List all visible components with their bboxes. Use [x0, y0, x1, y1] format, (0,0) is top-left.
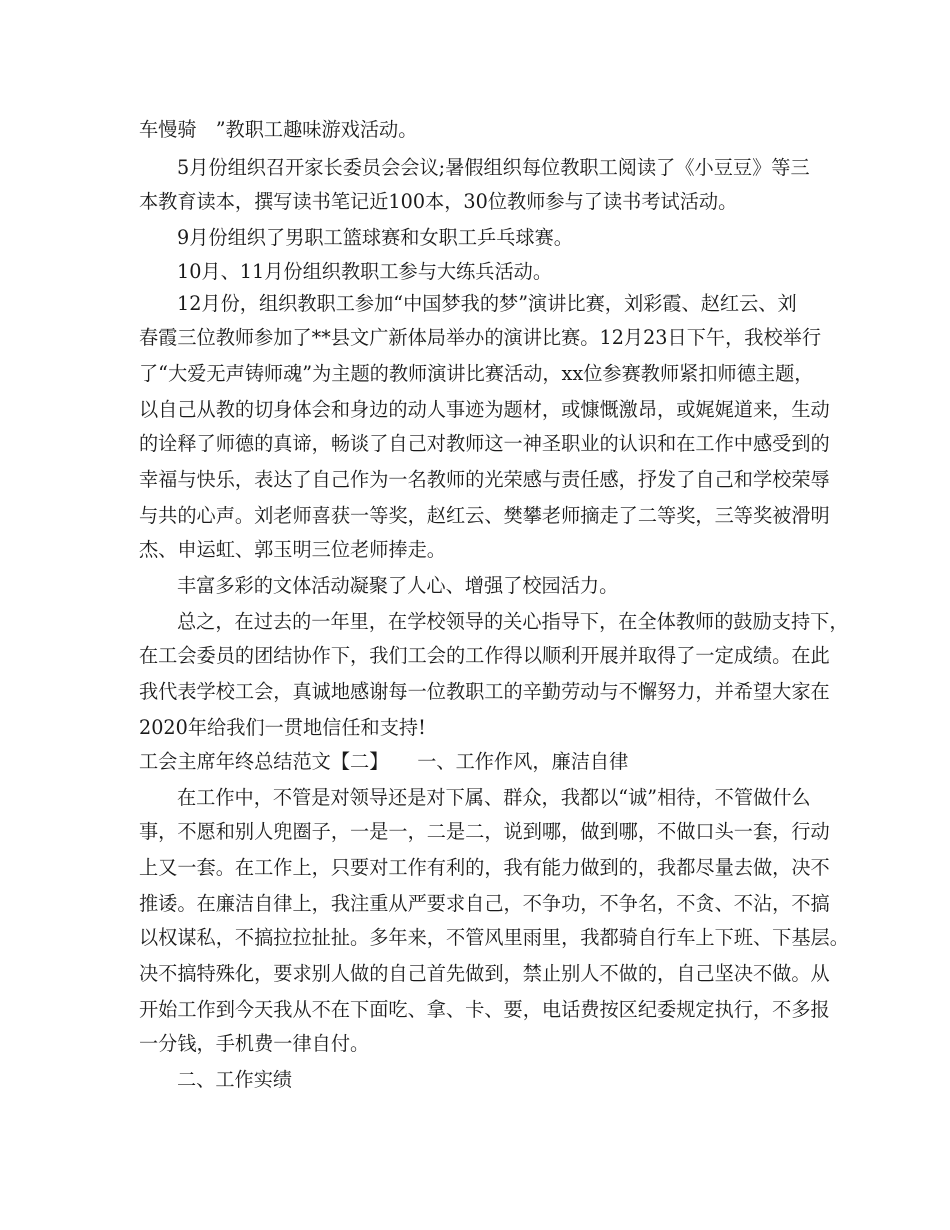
text-line: 上又一套。在工作上，只要对工作有利的，我有能力做到的，我都尽量去做，决不	[139, 856, 830, 879]
text-line: 推诿。在廉洁自律上，我注重从严要求自己，不争功，不争名，不贪、不沾，不搞	[139, 892, 830, 915]
text-line: 总之，在过去的一年里，在学校领导的关心指导下，在全体教师的鼓励支持下，	[177, 610, 849, 633]
section-heading: 工会主席年终总结范文【二】 一、工作作风，廉洁自律	[139, 750, 629, 773]
text-line: 了“大爱无声铸师魂”为主题的教师演讲比赛活动，xx位参赛教师紧扣师德主题，	[139, 362, 814, 385]
text-line: 春霞三位教师参加了**县文广新体局举办的演讲比赛。12月23日下午，我校举行	[139, 326, 822, 349]
text-line: 本教育读本，撰写读书笔记近100本，30位教师参与了读书考试活动。	[139, 190, 738, 213]
text-line: 2020年给我们一贯地信任和支持!	[139, 716, 426, 739]
text-line: 决不搞特殊化，要求别人做的自己首先做到，禁止别人不做的，自己坚决不做。从	[139, 962, 830, 985]
text-line: 丰富多彩的文体活动凝聚了人心、增强了校园活力。	[177, 574, 619, 597]
text-line: 10月、11月份组织教职工参与大练兵活动。	[177, 260, 553, 283]
text-line: 9月份组织了男职工篮球赛和女职工乒乓球赛。	[177, 226, 573, 249]
text-line: 开始工作到今天我从不在下面吃、拿、卡、要，电话费按区纪委规定执行，不多报	[139, 998, 830, 1021]
text-line: 事，不愿和别人兜圈子，一是一，二是二，说到哪，做到哪，不做口头一套，行动	[139, 820, 830, 843]
text-line: 5月份组织召开家长委员会会议;暑假组织每位教职工阅读了《小豆豆》等三	[177, 156, 810, 179]
text-line: 以权谋私，不搞拉拉扯扯。多年来，不管风里雨里，我都骑自行车上下班、下基层。	[139, 926, 849, 949]
text-line: 以自己从教的切身体会和身边的动人事迹为题材，或慷慨激昂，或娓娓道来，生动	[139, 398, 830, 421]
text-line: 的诠释了师德的真谛，畅谈了自己对教师这一神圣职业的认识和在工作中感受到的	[139, 432, 830, 455]
text-line: 我代表学校工会，真诚地感谢每一位教职工的辛勤劳动与不懈努力，并希望大家在	[139, 680, 830, 703]
text-line: 车慢骑 ”教职工趣味游戏活动。	[139, 118, 418, 141]
text-line: 在工会委员的团结协作下，我们工会的工作得以顺利开展并取得了一定成绩。在此	[139, 644, 830, 667]
text-line: 与共的心声。刘老师喜获一等奖，赵红云、樊攀老师摘走了二等奖，三等奖被滑明	[139, 504, 830, 527]
section-heading: 二、工作实绩	[177, 1068, 293, 1091]
text-line: 一分钱，手机费一律自付。	[139, 1032, 370, 1055]
text-line: 幸福与快乐，表达了自己作为一名教师的光荣感与责任感，抒发了自己和学校荣辱	[139, 468, 830, 491]
text-line: 杰、申运虹、郭玉明三位老师捧走。	[139, 538, 446, 561]
text-line: 在工作中，不管是对领导还是对下属、群众，我都以“诚”相待，不管做什么	[177, 786, 811, 809]
text-line: 12月份，组织教职工参加“中国梦我的梦”演讲比赛，刘彩霞、赵红云、刘	[177, 292, 797, 315]
